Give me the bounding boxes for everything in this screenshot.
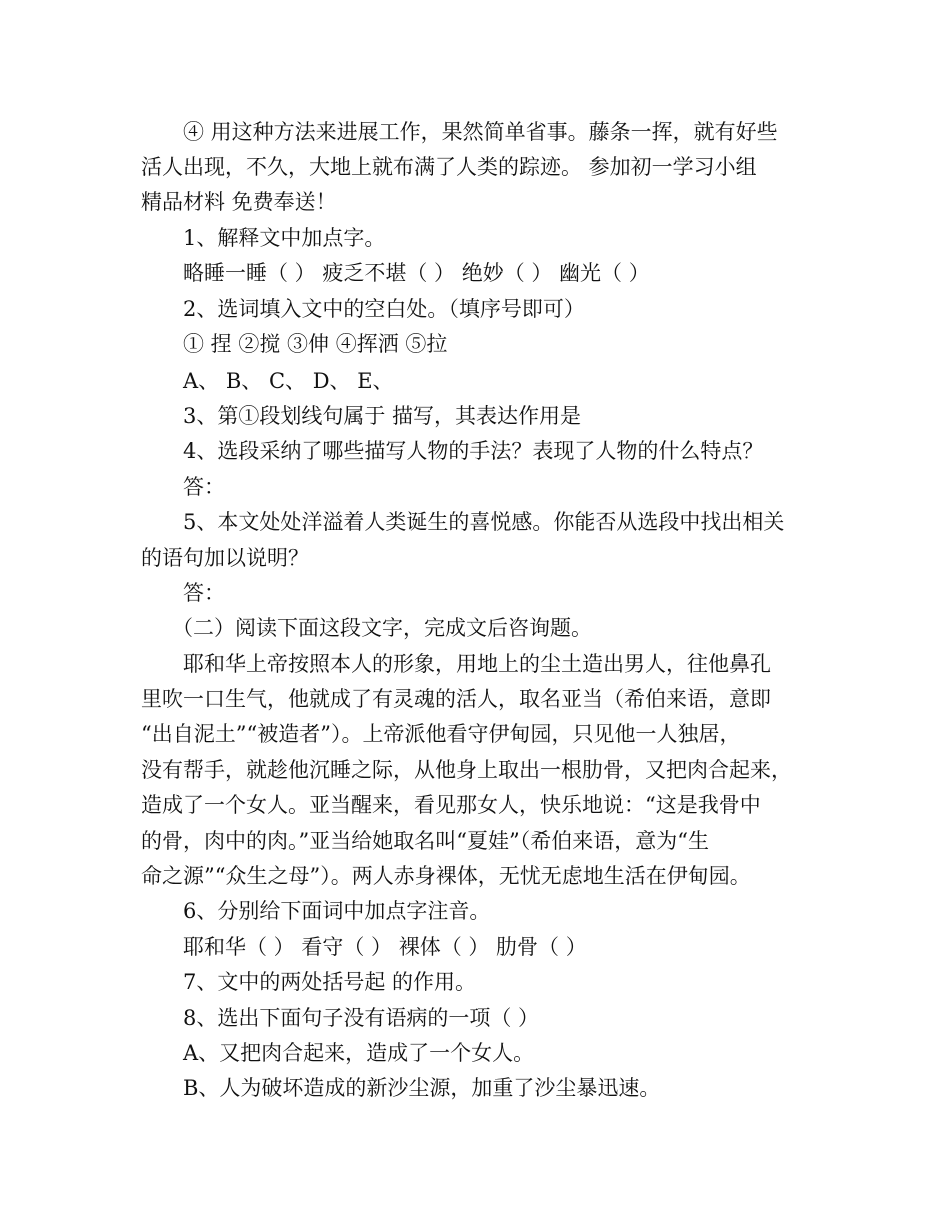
passage-line-5: 造成了一个女人。亚当醒来，看见那女人，快乐地说：“这是我骨中 [141, 793, 761, 817]
question-8-option-a: A、又把肉合起来，造成了一个女人。 [183, 1041, 535, 1065]
question-4: 4、选段采纳了哪些描写人物的手法？表现了人物的什么特点？ [183, 439, 764, 463]
passage-line-3: “出自泥土”“被造者”）。上帝派他看守伊甸园，只见他一人独居， [141, 722, 741, 746]
paragraph-4-line-3: 精品材料 免费奉送！ [141, 190, 337, 214]
paragraph-4-line-2: 活人出现，不久，大地上就布满了人类的踪迹。 参加初一学习小组 [141, 155, 757, 179]
passage-line-6: 的骨，肉中的肉。”亚当给她取名叫“夏娃”（希伯来语，意为“生 [141, 829, 709, 853]
question-7: 7、文中的两处括号起 的作用。 [183, 970, 477, 994]
question-8-option-b: B、人为破坏造成的新沙尘源，加重了沙尘暴迅速。 [183, 1076, 661, 1100]
question-2-answer-slots: A、 B、 C、 D、 E、 [183, 369, 394, 393]
passage-line-1: 耶和华上帝按照本人的形象，用地上的尘土造出男人，往他鼻孔 [183, 652, 771, 676]
question-6-blanks: 耶和华（ ） 看守（ ） 裸体（ ） 肋骨（ ） [183, 935, 587, 959]
question-8: 8、选出下面句子没有语病的一项（ ） [183, 1006, 540, 1030]
question-2: 2、选词填入文中的空白处。（填序号即可） [183, 297, 585, 321]
question-5-line-2: 的语句加以说明？ [141, 546, 309, 570]
answer-label-5: 答： [183, 581, 225, 605]
question-5-line-1: 5、本文处处洋溢着人类诞生的喜悦感。你能否从选段中找出相关 [183, 510, 785, 534]
question-1: 1、解释文中加点字。 [183, 226, 386, 250]
question-2-options: ① 捏 ②搅 ③伸 ④挥洒 ⑤拉 [183, 332, 448, 356]
passage-line-2: 里吹一口生气，他就成了有灵魂的活人，取名亚当（希伯来语，意即 [141, 687, 771, 711]
passage-line-7: 命之源”“众生之母”）。两人赤身裸体，无忧无虑地生活在伊甸园。 [141, 864, 751, 888]
paragraph-4-line-1: ④ 用这种方法来进展工作，果然简单省事。藤条一挥，就有好些 [183, 120, 778, 144]
answer-label-4: 答： [183, 475, 225, 499]
passage-line-4: 没有帮手，就趁他沉睡之际，从他身上取出一根肋骨，又把肉合起来， [141, 758, 792, 782]
question-3: 3、第①段划线句属于 描写，其表达作用是 [183, 404, 582, 428]
question-1-blanks: 略睡一睡（ ） 疲乏不堪（ ） 绝妙（ ） 幽光（ ） [183, 261, 650, 285]
question-6: 6、分别给下面词中加点字注音。 [183, 899, 491, 923]
section-2-heading: （二）阅读下面这段文字，完成文后咨询题。 [172, 616, 592, 640]
